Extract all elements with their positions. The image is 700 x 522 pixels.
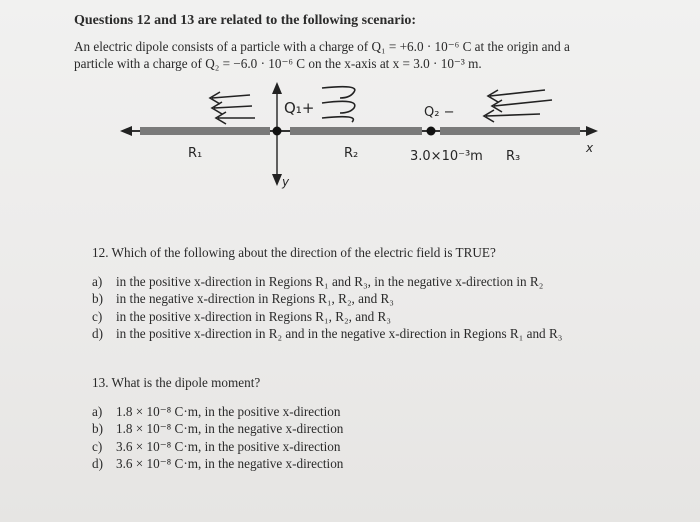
q12-option-a[interactable] (92, 273, 682, 291)
x-axis-left-arrow-icon (120, 126, 132, 136)
x-axis-label: x (586, 141, 594, 155)
q13-option-b[interactable] (92, 420, 682, 438)
region-r2-label: R₂ (344, 146, 359, 161)
scenario-line-2: particle with a charge of Q₂ = −6.0 · 10⁻⁶ C on the x-axis at x = 3.0 · 10⁻³ m. (74, 56, 482, 71)
scenario-heading: Questions 12 and 13 are related to the following scenario: (74, 13, 417, 28)
y-axis-label: y (282, 175, 290, 189)
q13-option-d-text: 3.6 × 10⁻⁸ C·m, in the negative x-direction (116, 456, 344, 472)
scenario-line-1: An electric dipole consists of a particle with a charge of Q₁ = +6.0 · 10⁻⁶ C at the origin and a (74, 39, 570, 54)
q12-option-b[interactable] (92, 290, 682, 308)
q12-option-d[interactable] (92, 325, 682, 343)
q12-option-c-text: in the positive x-direction in Regions R₁, R₂, and R₃ (116, 308, 391, 324)
q12-option-d-text: in the positive x-direction in R₂ and in the negative x-direction in Regions R₁ and R₃ (116, 326, 563, 342)
x-axis-right-arrow-icon (586, 126, 598, 136)
dipole-diagram (0, 0, 700, 240)
q12-option-c[interactable] (92, 308, 682, 326)
q12-option-b-text: in the negative x-direction in Regions R₁, R₂, and R₃ (116, 291, 394, 307)
q12-option-c-letter: c) (92, 308, 103, 324)
q12-option-a-text: in the positive x-direction in Regions R₁ and R₃, in the negative x-direction in R₂ (116, 273, 544, 289)
hand-drawn-left-arrows (210, 92, 255, 124)
q1-note: Q₁+ (284, 99, 315, 117)
q13-option-c-text: 3.6 × 10⁻⁸ C·m, in the positive x-direction (116, 438, 341, 454)
hand-drawn-far-right-arrows (484, 90, 552, 122)
q13-option-d[interactable] (92, 455, 682, 473)
question-13 (92, 374, 682, 473)
q13-option-a-letter: a) (92, 403, 103, 419)
q13-option-d-letter: d) (92, 456, 103, 472)
region-r3-label: R₃ (506, 149, 521, 164)
y-axis-up-arrow-icon (272, 82, 282, 94)
q2-label: Q₂ − (424, 105, 455, 120)
q13-option-b-text: 1.8 × 10⁻⁸ C·m, in the negative x-direction (116, 421, 344, 437)
question-13-text: 13. What is the dipole moment? (92, 375, 261, 390)
q13-option-c-letter: c) (92, 438, 103, 454)
charge-q1-dot (273, 127, 282, 136)
hand-drawn-right-arrows (322, 87, 355, 122)
question-12-text: 12. Which of the following about the direction of the electric field is TRUE? (92, 245, 496, 260)
q12-option-b-letter: b) (92, 291, 103, 307)
q13-option-a-text: 1.8 × 10⁻⁸ C·m, in the positive x-direction (116, 403, 341, 419)
region-r1-label: R₁ (188, 146, 203, 161)
q13-option-c[interactable] (92, 438, 682, 456)
charge-q2-dot (427, 127, 436, 136)
q13-option-b-letter: b) (92, 421, 103, 437)
position-note: 3.0×10⁻³m (410, 149, 483, 164)
q12-option-a-letter: a) (92, 273, 103, 289)
y-axis-down-arrow-icon (272, 174, 282, 186)
q12-option-d-letter: d) (92, 326, 103, 342)
q13-option-a[interactable] (92, 403, 682, 421)
question-12 (92, 244, 682, 343)
x-axis (120, 126, 598, 136)
